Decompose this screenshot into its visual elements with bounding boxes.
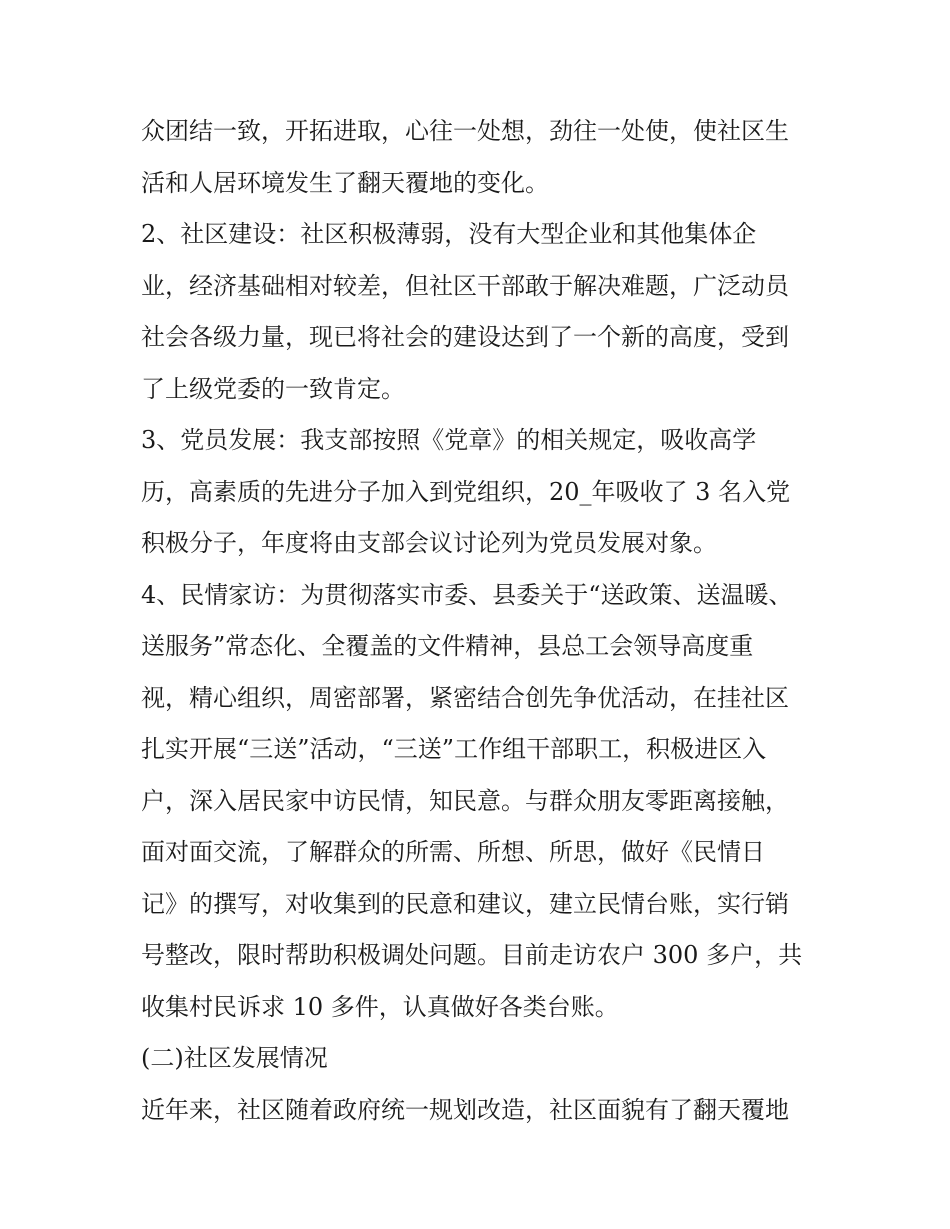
text-line: 历，高素质的先进分子加入到党组织，20_年吸收了 3 名入党 [141, 477, 791, 506]
text-line: 4、民情家访：为贯彻落实市委、县委关于“送政策、送温暖、 [141, 580, 793, 609]
text-line: 送服务”常态化、全覆盖的文件精神，县总工会领导高度重 [141, 632, 754, 660]
text-line: 社会各级力量，现已将社会的建设达到了一个新的高度，受到 [141, 323, 789, 351]
text-line: 近年来，社区随着政府统一规划改造，社区面貌有了翻天覆地 [141, 1095, 789, 1124]
text-line: 扎实开展“三送”活动，“三送”工作组干部职工，积极进区入 [141, 735, 767, 763]
text-line: 户，深入居民家中访民情，知民意。与群众朋友零距离接触， [141, 786, 789, 815]
text-line: 业，经济基础相对较差，但社区干部敢于解决难题，广泛动员 [141, 271, 789, 300]
text-line: 了上级党委的一致肯定。 [141, 374, 405, 403]
text-line: 积极分子，年度将由支部会议讨论列为党员发展对象。 [141, 529, 717, 557]
text-line: 3、党员发展：我支部按照《党章》的相关规定，吸收高学 [141, 426, 757, 454]
document-body [141, 106, 831, 1136]
text-line: 面对面交流，了解群众的所需、所想、所思，做好《民情日 [141, 838, 765, 866]
text-line: 活和人居环境发生了翻天覆地的变化。 [141, 168, 549, 197]
text-line: 众团结一致，开拓进取，心往一处想，劲往一处使，使社区生 [141, 117, 789, 145]
text-line: 记》的撰写，对收集到的民意和建议，建立民情台账，实行销 [141, 889, 789, 918]
text-line: 视，精心组织，周密部署，紧密结合创先争优活动，在挂社区 [141, 683, 789, 712]
text-line: 号整改，限时帮助积极调处问题。目前走访农户 300 多户，共 [141, 941, 803, 969]
section-heading: (二)社区发展情况 [141, 1044, 328, 1072]
text-line: 收集村民诉求 10 多件，认真做好各类台账。 [141, 992, 619, 1021]
text-line: 2、社区建设：社区积极薄弱，没有大型企业和其他集体企 [141, 220, 757, 248]
